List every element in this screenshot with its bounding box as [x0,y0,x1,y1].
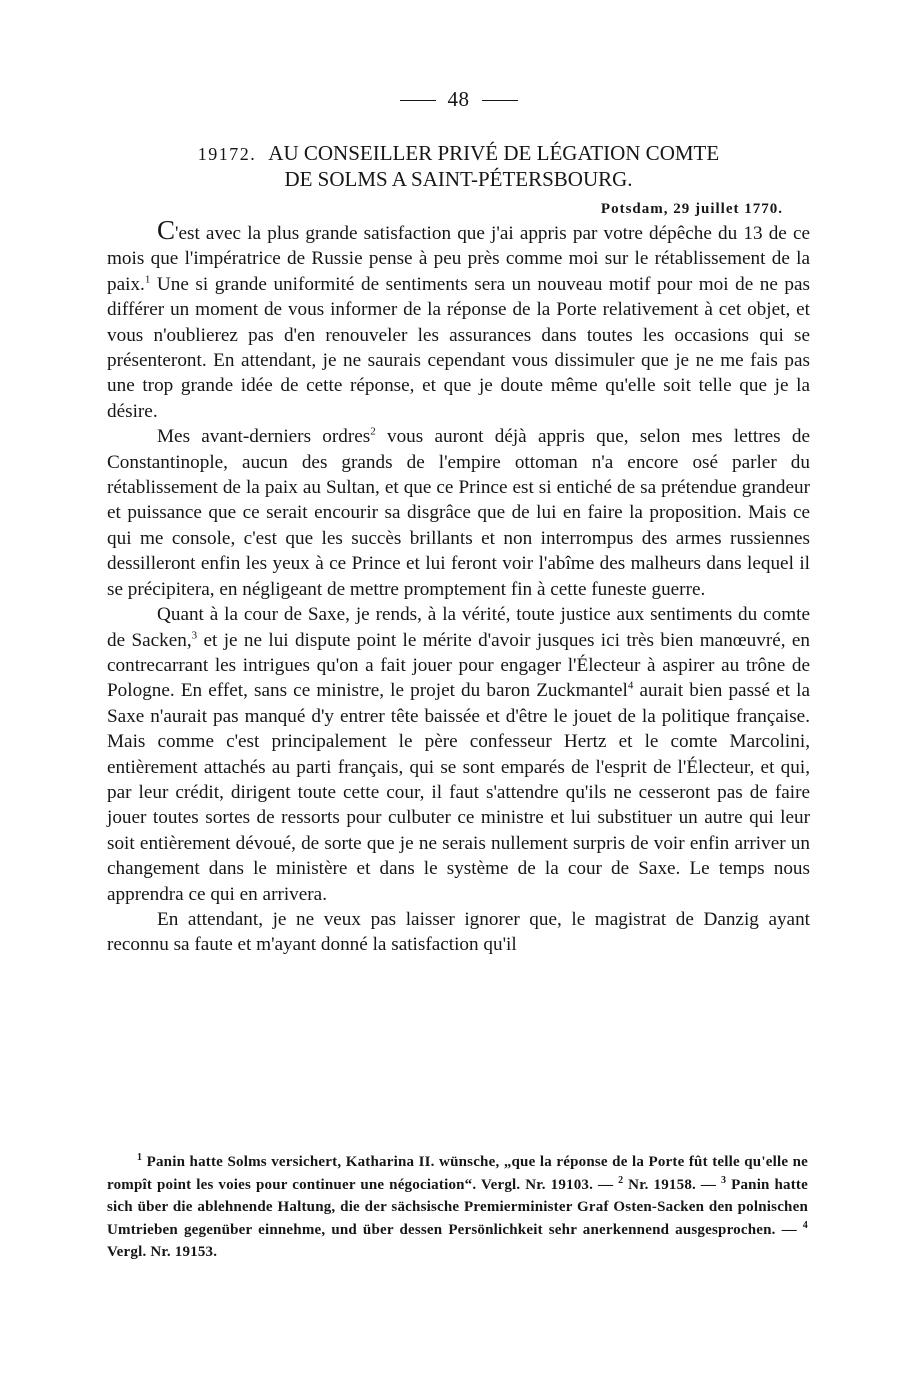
paragraph-2-text-b: vous auront déjà appris que, selon mes lettres de Constantinople, aucun des grands de l'empire ottoman n'a encore osé parler du rétablissement de la paix au Sultan, et que ce Prince est si entiché de sa prétendue grandeur et puissance que ce serait encourir sa disgrâce que de lui en faire la proposition. Mais ce qui me console, c'est que les succès brillants et non interrompus des armes russiennes dessilleront enfin les yeux à ce Prince et lui feront voir l'abîme des malheurs dans lequel il se précipitera, en négligeant de mettre promptement fin à cette funeste guerre. [107,426,810,600]
heading-line-1 [107,141,810,167]
letter-heading [107,141,810,192]
footnote-4: Vergl. Nr. 19153. [107,1244,218,1260]
paragraph-2-text-a: Mes avant-derniers ordres [157,426,371,448]
header-dash-left [400,100,436,101]
paragraph-1-text-b: Une si grande uniformité de sentiments sera un nouveau motif pour moi de ne pas différer un moment de vous informer de la réponse de la Porte relativement à cet objet, et vous n'oublierez pas d'en renouveler les assurances dans toutes les occasions qui se présenteront. En attendant, je ne saurais cependant vous dissimuler que je ne me fais pas une trop grande idée de cette réponse, et que je doute même qu'elle soit telle que je la désire. [107,273,810,422]
footnote-ref-3: 3 [191,629,198,642]
paragraph-1 [107,215,810,424]
heading-text-1: AU CONSEILLER PRIVÉ DE LÉGATION COMTE [268,141,720,165]
letter-number: 19172. [197,144,257,164]
footnote-mark-1: 1 [137,1152,143,1163]
paragraph-3-text-b: et je ne lui dispute point le mérite d'avoir jusques ici très bien manœuvré, en contrecarrant les intrigues qu'on a fait jouer pour engager l'Électeur à aspirer au trône de Pologne. En effet, sans ce ministre, le projet du baron Zuckmantel [107,629,810,702]
header-dash-right [482,100,518,101]
footnote-mark-2: 2 [618,1174,624,1186]
document-page [107,82,810,958]
paragraph-3-text-a: Quant à la cour de Saxe, je rends, à la vérité, toute justice aux sentiments du comte de Sacken, [107,604,810,651]
footnote-ref-1: 1 [144,273,151,286]
page-header [107,82,810,116]
heading-line-2: DE SOLMS A SAINT-PÉTERSBOURG. [284,167,633,191]
letter-body [107,215,810,958]
footnotes [107,1151,808,1264]
footnote-3: Panin hatte sich über die ablehnende Haltung, die der sächsische Premierminister Graf Osten-Sacken den polnischen Umtrieben gegenüber einnehme, und über dessen Persönlichkeit sehr anerkennend ausgesprochen. — [107,1176,808,1238]
footnote-mark-3: 3 [720,1174,727,1186]
footnote-ref-2: 2 [370,425,376,438]
paragraph-3-text-c: aurait bien passé et la Saxe n'aurait pas manqué d'y entrer tête baissée et d'être le jouet de la politique française. Mais comme c'est principalement le père confesseur Hertz et le comte Marcolini, entièrement attachés au parti français, qui se sont emparés de l'esprit de l'Électeur, et qui, par leur crédit, dirigent toute cette cour, il faut s'attendre qu'ils ne cesseront pas de faire jouer toutes sortes de ressorts pour culbuter ce ministre et lui substituer un autre qui leur soit entièrement dévoué, de sorte que je ne serais nullement surpris de voir enfin arriver un changement dans le ministère et dans le système de la cour de Saxe. Le temps nous apprendra ce qui en arrivera. [107,680,810,905]
page-number: 48 [447,86,470,111]
dateline: Potsdam, 29 juillet 1770. [600,201,783,217]
footnote-2: Nr. 19158. — [623,1176,721,1193]
footnote-ref-4: 4 [627,679,634,692]
footnote-mark-4: 4 [802,1219,808,1231]
paragraph-1-text-a: 'est avec la plus grande satisfaction que j'ai appris par votre dépêche du 13 de ce mois que l'impératrice de Russie pense à peu près comme moi sur le rétablissement de la paix. [107,223,810,295]
drop-capital: C [157,215,176,245]
paragraph-3 [107,602,810,907]
footnote-1: Panin hatte Solms versichert, Katharina II. wünsche, „que la réponse de la Porte fût telle qu'elle ne rompît point les voies pour continuer une négociation“. Vergl. Nr. 19103. — [107,1154,808,1193]
paragraph-4: En attendant, je ne veux pas laisser ignorer que, le magistrat de Danzig ayant reconnu sa faute et m'ayant donné la satisfaction qu'il [107,908,810,956]
paragraph-2 [107,424,810,602]
